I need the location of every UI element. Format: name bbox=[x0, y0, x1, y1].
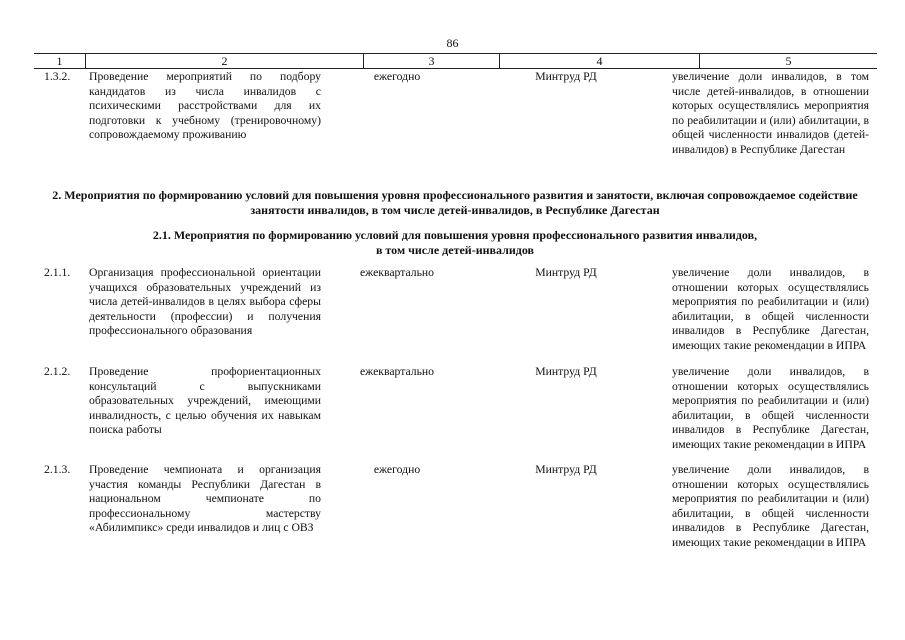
row-action: Проведение мероприятий по подбору кандидатов из числа инвалидов с психическими расстройствами для их подготовки к учебному (тренировочному) сопровождаемому проживанию bbox=[89, 70, 321, 142]
row-num: 2.1.1. bbox=[44, 266, 71, 279]
row-result: увеличение доли инвалидов, в отношении которых осуществлялись мероприятия по реабилитации и (или) абилитации, в общей численности инвалидов в Республике Дагестан, имеющих такие рекомендации в ИПРА bbox=[672, 266, 869, 352]
section-2-1-heading: 2.1. Мероприятия по формированию условий для повышения уровня профессионального развития инвалидов, в том числе детей-инвалидов bbox=[152, 228, 758, 257]
row-term: ежегодно bbox=[373, 463, 421, 476]
header-col-3: 3 bbox=[364, 54, 500, 68]
row-num: 1.3.2. bbox=[44, 70, 71, 83]
row-num: 2.1.2. bbox=[44, 365, 71, 378]
row-executor: Минтруд РД bbox=[535, 70, 597, 83]
row-executor: Минтруд РД bbox=[535, 266, 597, 279]
row-action: Проведение чемпионата и организация участия команды Республики Дагестан в национальном чемпионате по профессиональному мастерству «Абилимпикс» среди инвалидов и лиц с ОВЗ bbox=[89, 463, 321, 535]
row-action: Организация профессиональной ориентации учащихся образовательных учреждений из числа детей-инвалидов в целях выбора сферы деятельности (профессии) и получения профессионального образования bbox=[89, 266, 321, 338]
section-2-heading: 2. Мероприятия по формированию условий для повышения уровня профессионального развития и занятости, включая сопровождаемое содействие занятости инвалидов, в том числе детей-инвалидов, в Республике Дагестан bbox=[52, 188, 858, 217]
row-result: увеличение доли инвалидов, в отношении которых осуществлялись мероприятия по реабилитации и (или) абилитации, в общей численности инвалидов в Республике Дагестан, имеющих такие рекомендации в ИПРА bbox=[672, 365, 869, 451]
header-col-5: 5 bbox=[785, 54, 792, 68]
header-col-1: 1 bbox=[34, 54, 86, 68]
header-col-4: 4 bbox=[500, 54, 700, 68]
row-result: увеличение доли инвалидов, в том числе детей-инвалидов, в отношении которых осуществлялись мероприятия по реабилитации и (или) абилитации, в общей численности инвалидов (детей-инвалидов) в Республике Дагестан bbox=[672, 70, 869, 156]
row-term: ежеквартально bbox=[359, 266, 435, 279]
row-num: 2.1.3. bbox=[44, 463, 71, 476]
row-term: ежегодно bbox=[373, 70, 421, 83]
table-header bbox=[34, 53, 877, 69]
row-term: ежеквартально bbox=[359, 365, 435, 378]
row-executor: Минтруд РД bbox=[535, 463, 597, 476]
row-result: увеличение доли инвалидов, в отношении которых осуществлялись мероприятия по реабилитации и (или) абилитации, в общей численности инвалидов в Республике Дагестан, имеющих такие рекомендации в ИПРА bbox=[672, 463, 869, 549]
page-number: 86 bbox=[446, 36, 459, 50]
row-action: Проведение профориентационных консультаций с выпускниками образовательных учреждений, имеющими инвалидность, с целью обучения их навыкам поиска работы bbox=[89, 365, 321, 437]
row-executor: Минтруд РД bbox=[535, 365, 597, 378]
header-col-2: 2 bbox=[86, 54, 364, 68]
